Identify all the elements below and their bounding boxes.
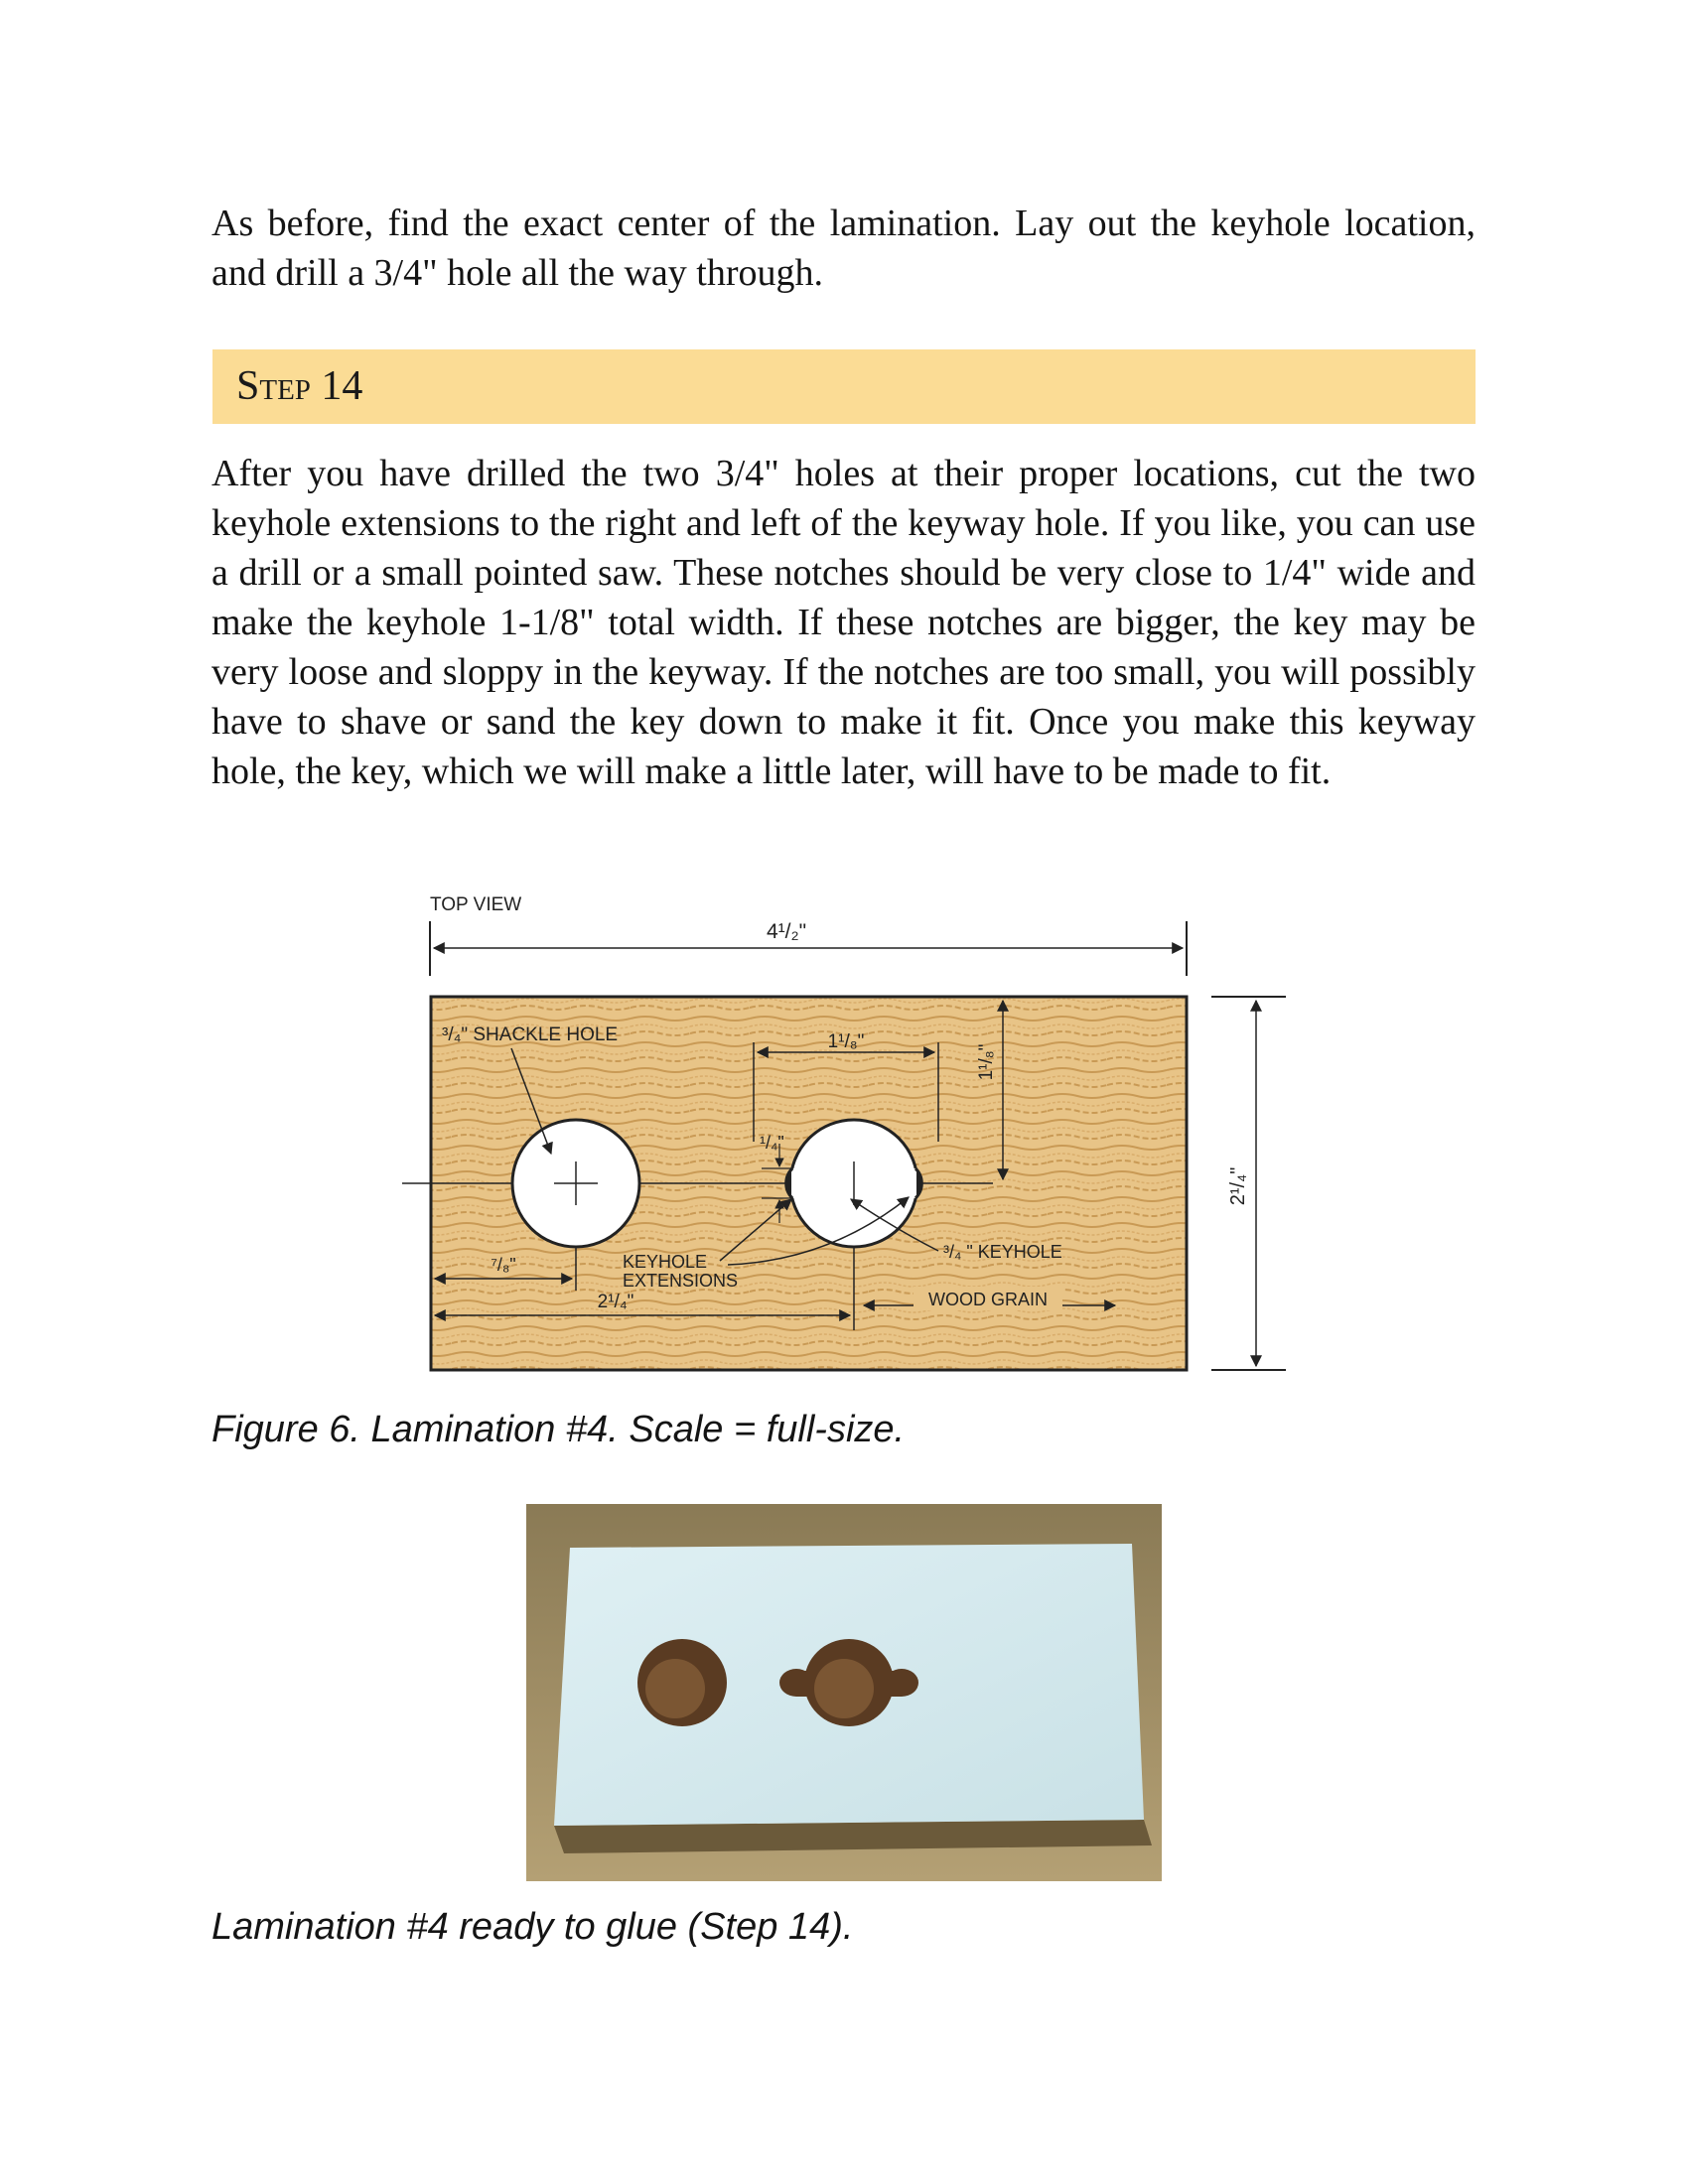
photo-caption: Lamination #4 ready to glue (Step 14). [211, 1906, 854, 1948]
step-heading-bar [212, 349, 1476, 424]
overall-width-label: 4¹/₂" [766, 920, 807, 943]
overall-height-label: 2¹/₄" [1227, 1166, 1249, 1206]
body-paragraph: After you have drilled the two 3/4" holes at their proper locations, cut the two keyhole extensions to the right and left of the keyway hole. If you like, you can use a drill or a small pointed saw. These notches should be very close to 1/4" wide and make the keyhole 1-1/8" total width. If these notches are bigger, the key may be very loose and sloppy in the keyway. If the notches are too small, you will possibly have to shave or sand the key down to make it fit. Once you make this keyway hole, the key, which we will make a little later, will have to be made to fit. [211, 453, 1476, 792]
edge-offset-label: ⁷/₈" [491, 1255, 516, 1275]
keyhole-offset-label: 1¹/₈" [976, 1043, 997, 1081]
keyhole-width-label: 1¹/₈" [827, 1031, 865, 1052]
wood-grain-label: WOOD GRAIN [928, 1290, 1048, 1309]
step-title: Step 14 [236, 363, 363, 409]
lamination-diagram [392, 884, 1311, 1380]
keyhole-extensions-label-2: EXTENSIONS [623, 1271, 739, 1291]
keyhole-extensions-label-1: KEYHOLE [623, 1252, 708, 1272]
notch-width-label: ¹/₄" [760, 1133, 784, 1153]
lamination-photo [526, 1504, 1162, 1881]
photo-shackle-hole-inner [645, 1659, 705, 1718]
keyhole-center-label: 2¹/₄" [597, 1292, 634, 1312]
intro-paragraph: As before, find the exact center of the lamination. Lay out the keyhole location, and drill a 3/4" hole all the way through. [211, 203, 1476, 294]
top-view-label: TOP VIEW [430, 894, 522, 915]
shackle-hole-label: ³/₄" SHACKLE HOLE [442, 1024, 619, 1045]
keyhole-label: ³/₄ " KEYHOLE [943, 1242, 1062, 1262]
figure-6-caption: Figure 6. Lamination #4. Scale = full-size. [211, 1409, 906, 1450]
photo-keyhole-inner [814, 1659, 874, 1718]
